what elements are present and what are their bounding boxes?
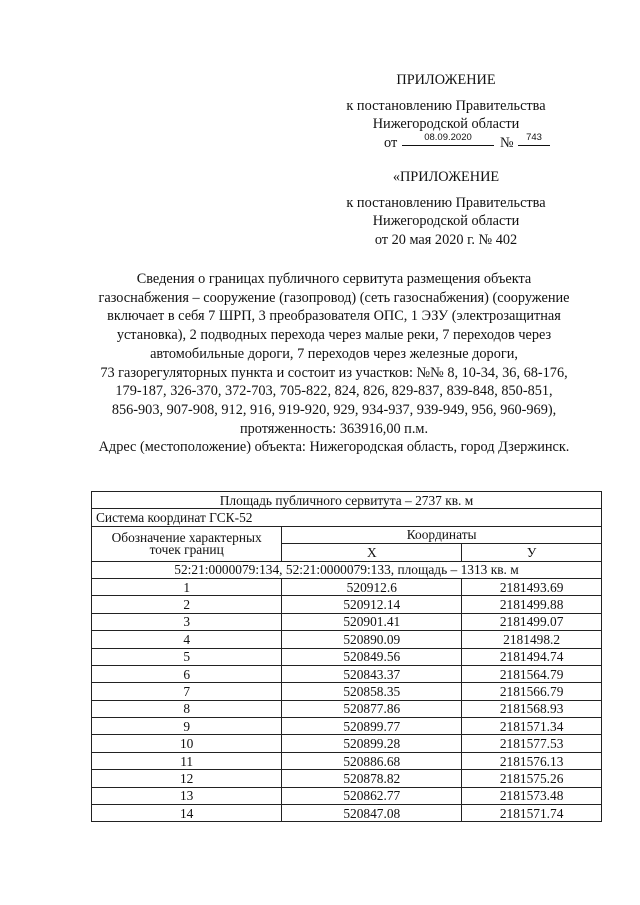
point-number-cell: 12	[92, 770, 282, 787]
point-number-cell: 1	[92, 578, 282, 595]
date-value: 08.09.2020	[402, 131, 494, 146]
point-number-cell: 5	[92, 648, 282, 665]
table-row	[92, 526, 602, 543]
table-row	[92, 665, 602, 682]
y-coordinate-cell: 2181494.74	[462, 648, 602, 665]
intro-line: Адрес (местоположение) объекта: Нижегородская область, город Дзержинск.	[98, 439, 570, 456]
x-header-cell: X	[282, 544, 462, 561]
x-coordinate-cell: 520899.28	[282, 735, 462, 752]
table-row	[92, 492, 602, 509]
point-number-cell: 4	[92, 631, 282, 648]
y-coordinate-cell: 2181577.53	[462, 735, 602, 752]
x-coordinate-cell: 520849.56	[282, 648, 462, 665]
point-number-cell: 8	[92, 700, 282, 717]
point-number-cell: 10	[92, 735, 282, 752]
x-coordinate-cell: 520878.82	[282, 770, 462, 787]
table-row	[92, 683, 602, 700]
table-row	[92, 631, 602, 648]
intro-line: протяженность: 363916,00 п.м.	[239, 420, 429, 437]
y-coordinate-cell: 2181499.07	[462, 613, 602, 630]
intro-line: автомобильные дороги, 7 переходов через железные дороги,	[150, 345, 518, 362]
x-coordinate-cell: 520901.41	[282, 613, 462, 630]
appendix-header	[330, 71, 562, 153]
points-header-line-1: Обозначение характерных	[111, 529, 262, 545]
table-row	[92, 578, 602, 595]
x-coordinate-cell: 520886.68	[282, 752, 462, 769]
y-coordinate-cell: 2181498.2	[462, 631, 602, 648]
table-row	[92, 509, 602, 526]
point-number-cell: 13	[92, 787, 282, 804]
table-row	[92, 805, 602, 822]
table-row	[92, 718, 602, 735]
y-coordinate-cell: 2181571.74	[462, 805, 602, 822]
intro-line: Сведения о границах публичного сервитута размещения объекта	[136, 271, 532, 287]
table-row	[92, 787, 602, 804]
point-number-cell: 6	[92, 665, 282, 682]
intro-line: включает в себя 7 ШРП, 3 преобразователя ОПС, 1 ЭЗУ (электрозащитная	[107, 308, 561, 325]
points-header-cell	[92, 526, 282, 561]
x-coordinate-cell: 520912.14	[282, 596, 462, 613]
intro-line: 73 газорегуляторных пункта и состоит из участков: №№ 8, 10-34, 36, 68-176,	[100, 364, 568, 381]
y-header-cell: У	[462, 544, 602, 561]
point-number-cell: 14	[92, 805, 282, 822]
point-number-cell: 2	[92, 596, 282, 613]
quoted-appendix-line-1: к постановлению Правительства	[346, 194, 546, 211]
appendix-title: ПРИЛОЖЕНИЕ	[396, 72, 496, 88]
x-coordinate-cell: 520877.86	[282, 700, 462, 717]
quoted-appendix-title: «ПРИЛОЖЕНИЕ	[392, 169, 500, 185]
intro-line: установка), 2 подводных перехода через малые реки, 7 переходов через	[116, 327, 552, 344]
intro-line: 179-187, 326-370, 372-703, 705-822, 824, 826, 829-837, 839-848, 850-851,	[115, 383, 553, 400]
point-number-cell: 7	[92, 683, 282, 700]
y-coordinate-cell: 2181568.93	[462, 700, 602, 717]
number-label: №	[500, 134, 514, 151]
table-row	[92, 752, 602, 769]
x-coordinate-cell: 520890.09	[282, 631, 462, 648]
appendix-date-row	[330, 131, 562, 153]
from-label: от	[384, 134, 398, 151]
quoted-appendix-header	[330, 168, 562, 249]
area-header-cell: Площадь публичного сервитута – 2737 кв. м	[92, 492, 602, 509]
intro-line: газоснабжения – сооружение (газопровод) (сеть газоснабжения) (сооружение	[98, 289, 570, 306]
y-coordinate-cell: 2181499.88	[462, 596, 602, 613]
y-coordinate-cell: 2181573.48	[462, 787, 602, 804]
section-header-cell: 52:21:0000079:134, 52:21:0000079:133, площадь – 1313 кв. м	[92, 561, 602, 578]
y-coordinate-cell: 2181575.26	[462, 770, 602, 787]
x-coordinate-cell: 520843.37	[282, 665, 462, 682]
table-row	[92, 770, 602, 787]
point-number-cell: 9	[92, 718, 282, 735]
point-number-cell: 3	[92, 613, 282, 630]
quoted-appendix-line-2: Нижегородской области	[372, 213, 520, 229]
x-coordinate-cell: 520858.35	[282, 683, 462, 700]
points-header-line-2: точек границ	[149, 541, 224, 557]
intro-line: 856-903, 907-908, 912, 916, 919-920, 929, 934-937, 939-949, 956, 960-969),	[111, 401, 557, 418]
y-coordinate-cell: 2181571.34	[462, 718, 602, 735]
x-coordinate-cell: 520862.77	[282, 787, 462, 804]
table-row	[92, 561, 602, 578]
appendix-line-1: к постановлению Правительства	[346, 97, 546, 114]
table-row	[92, 700, 602, 717]
x-coordinate-cell: 520912.6	[282, 578, 462, 595]
appendix-line-2: Нижегородской области	[372, 116, 520, 132]
coordinate-system-cell: Система координат ГСК-52	[92, 509, 602, 526]
table-row	[92, 648, 602, 665]
y-coordinate-cell: 2181564.79	[462, 665, 602, 682]
easement-description	[60, 270, 608, 457]
x-coordinate-cell: 520847.08	[282, 805, 462, 822]
y-coordinate-cell: 2181493.69	[462, 578, 602, 595]
coordinates-table	[91, 491, 602, 822]
x-coordinate-cell: 520899.77	[282, 718, 462, 735]
number-value: 743	[518, 131, 550, 146]
table-row	[92, 613, 602, 630]
y-coordinate-cell: 2181566.79	[462, 683, 602, 700]
point-number-cell: 11	[92, 752, 282, 769]
y-coordinate-cell: 2181576.13	[462, 752, 602, 769]
table-row	[92, 596, 602, 613]
coordinates-header-cell: Координаты	[282, 526, 602, 543]
quoted-appendix-line-3: от 20 мая 2020 г. № 402	[374, 231, 518, 248]
table-row	[92, 735, 602, 752]
